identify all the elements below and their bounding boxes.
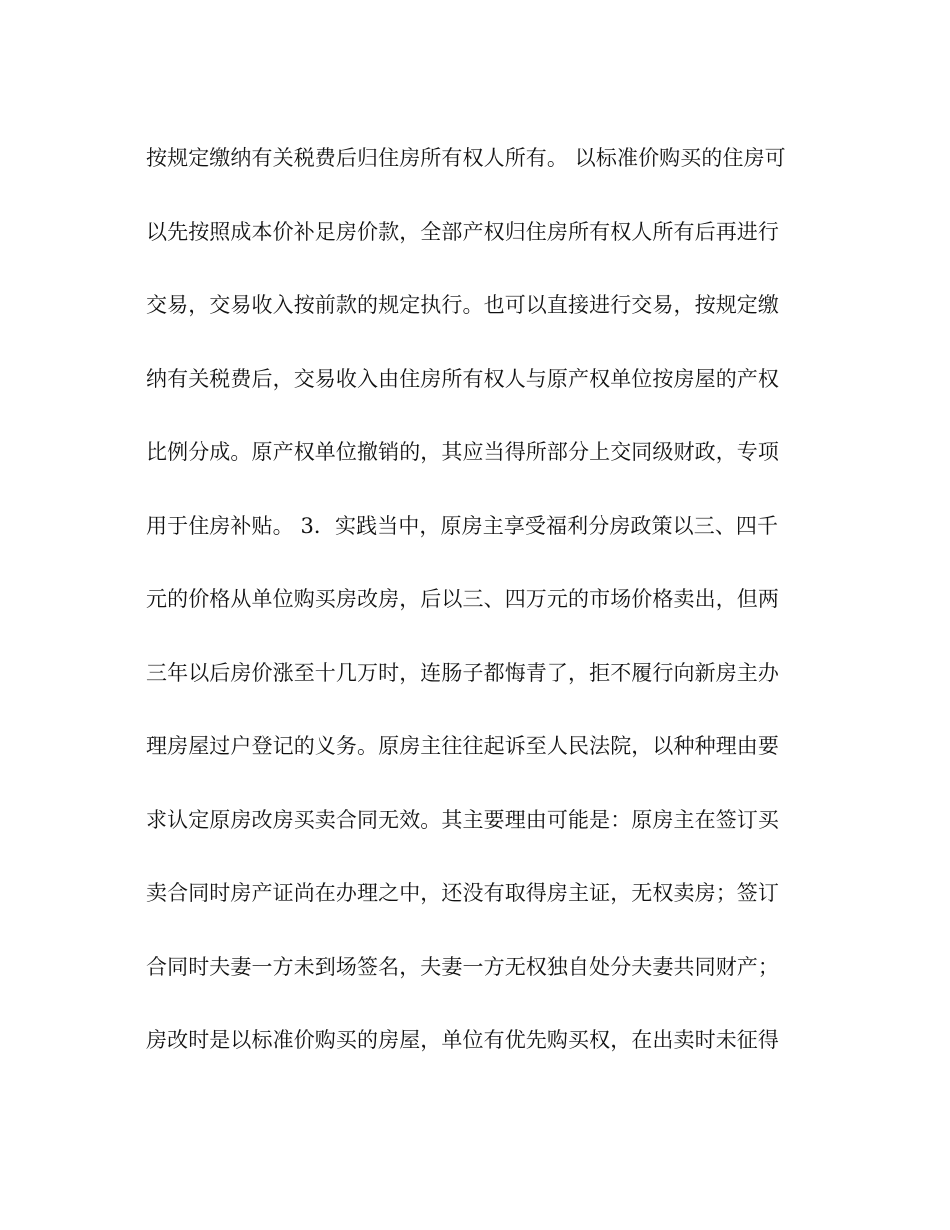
text-line: 纳有关税费后，交易收入由住房所有权人与原产权单位按房屋的产权 — [146, 366, 779, 391]
text-line: 元的价格从单位购买房改房，后以三、四万元的市场价格卖出，但两 — [146, 587, 779, 611]
text-line: 三年以后房价涨至十几万时，连肠子都悔青了，拒不履行向新房主办 — [146, 660, 779, 685]
text-line: 按规定缴纳有关税费后归住房所有权人所有。 以标准价购买的住房可 — [146, 146, 786, 170]
text-line: 用于住房补贴。 3．实践当中，原房主享受福利分房政策以三、四千 — [146, 513, 779, 538]
text-line: 交易，交易收入按前款的规定执行。也可以直接进行交易，按规定缴 — [146, 293, 779, 317]
text-line: 合同时夫妻一方未到场签名，夫妻一方无权独自处分夫妻共同财产； — [146, 954, 779, 979]
text-line: 以先按照成本价补足房价款，全部产权归住房所有权人所有后再进行 — [146, 219, 779, 244]
text-line: 比例分成。原产权单位撤销的，其应当得所部分上交同级财政，专项 — [146, 440, 779, 464]
text-line: 求认定原房改房买卖合同无效。其主要理由可能是：原房主在签订买 — [146, 807, 779, 832]
text-line: 理房屋过户登记的义务。原房主往往起诉至人民法院，以种种理由要 — [146, 734, 779, 758]
text-line: 房改时是以标准价购买的房屋，单位有优先购买权，在出卖时未征得 — [146, 1028, 779, 1052]
body-text — [146, 124, 806, 1080]
text-line: 卖合同时房产证尚在办理之中，还没有取得房主证，无权卖房；签订 — [146, 881, 779, 905]
